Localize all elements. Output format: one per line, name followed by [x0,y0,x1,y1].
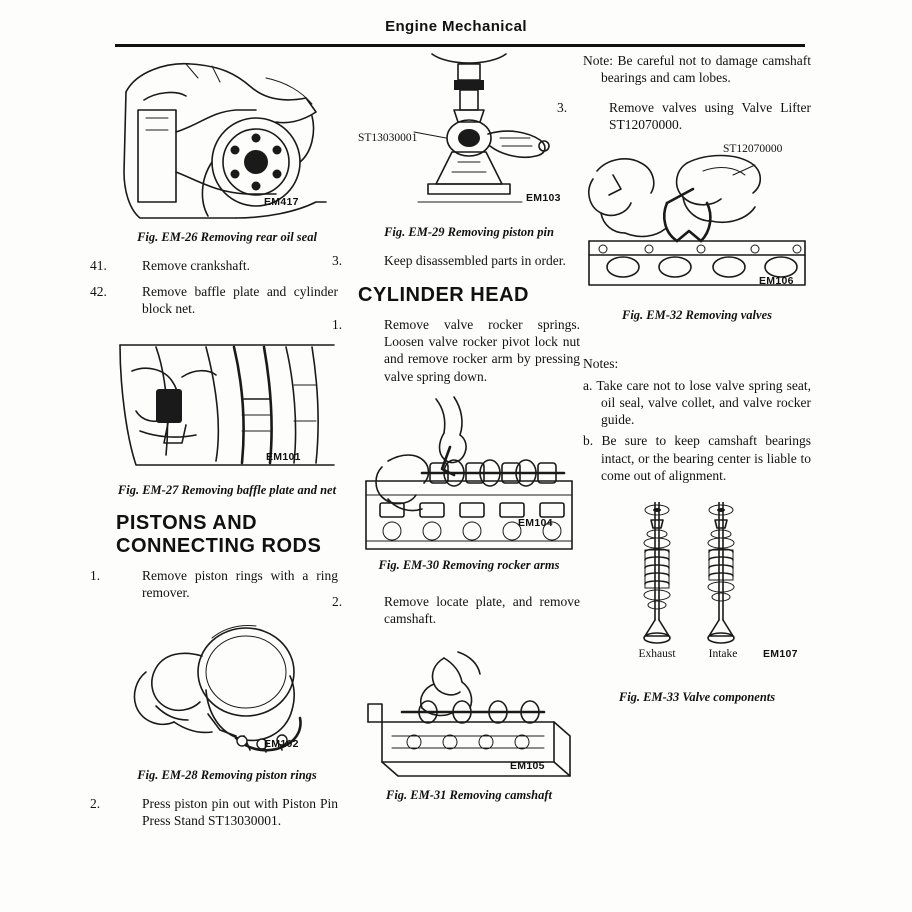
note-b-text: Be sure to keep camshaft bearings intact, or the bearing center is liable to come out of alignment. [601,433,812,483]
figure-em-32-tool-label: ST12070000 [723,143,783,156]
pistons-step-3-number: 3. [332,253,343,269]
cylhead-step-3-text: Remove valves using Valve Lifter ST12070000. [609,99,811,132]
figure-em-26-drawing [116,52,338,227]
figure-em-29-caption: Fig. EM-29 Removing piston pin [384,225,554,239]
figure-em-32-drawing [583,145,811,295]
notes-title: Notes: [583,356,619,372]
cylhead-step-2 [332,593,580,628]
figure-em-27-caption: Fig. EM-27 Removing baffle plate and net [117,483,337,498]
figure-em-33 [583,502,811,687]
figure-em-33-code: EM107 [763,648,798,661]
step-41 [90,257,338,274]
step-41-number: 41. [90,258,107,274]
column-center [332,52,580,815]
note-camshaft [583,52,811,87]
note-text: Be careful not to damage camshaft bearings and cam lobes. [601,53,811,86]
pistons-step-1 [90,567,338,602]
cylhead-step-1-number: 1. [332,316,343,332]
header-rule [115,44,805,47]
figure-em-27-code: EM101 [266,451,301,464]
step-42 [90,283,338,318]
figure-em-31-code: EM105 [510,759,545,772]
figure-em-31 [358,650,580,785]
page-header: Engine Mechanical [385,18,527,35]
figure-em-33-label-intake: Intake [708,648,738,661]
figure-em-26-caption: Fig. EM-26 Removing rear oil seal [137,230,317,244]
column-left [90,52,338,837]
note-b [583,432,811,484]
column-right [557,52,812,717]
step-42-number: 42. [90,283,107,299]
note-a-marker: a. [583,377,593,393]
pistons-step-2-number: 2. [90,795,101,811]
figure-em-30-caption: Fig. EM-30 Removing rocker arms [378,557,560,572]
cylhead-step-1-text: Remove valve rocker springs. Loosen valve rocker pivot lock nut and remove rocker arm by pressing valve spring down. [384,316,580,384]
figure-em-31-caption: Fig. EM-31 Removing camshaft [386,787,552,802]
note-b-marker: b. [583,433,594,449]
pistons-step-1-text: Remove piston rings with a ring remover. [142,568,338,601]
figure-em-32-caption: Fig. EM-32 Removing valves [622,308,772,323]
figure-em-29 [358,52,580,222]
cylhead-step-2-number: 2. [332,594,343,610]
figure-em-29-tool-label: ST13030001 [358,132,418,144]
pistons-step-2 [90,795,338,830]
pistons-step-3 [332,252,580,269]
section-title-cylinder-head: CYLINDER HEAD [358,283,529,306]
pistons-step-2-text: Press piston pin out with Piston Pin Press Stand ST13030001. [142,795,338,829]
section-title-pistons: PISTONS AND CONNECTING RODS [116,512,322,557]
figure-em-30 [358,395,580,555]
figure-em-33-label-exhaust: Exhaust [638,648,676,661]
figure-em-26 [116,52,338,227]
pistons-step-1-number: 1. [90,568,101,584]
step-42-text: Remove baffle plate and cylinder block net. [142,283,338,316]
figure-em-30-drawing [358,395,580,555]
figure-em-28-caption: Fig. EM-28 Removing piston rings [137,767,317,782]
note-a [583,377,811,429]
figure-em-31-drawing [358,650,580,785]
note-label: Note: [583,53,613,68]
note-a-text: Take care not to lose valve spring seat, oil seal, valve collet, and valve rocker guide. [596,377,811,428]
figure-em-28-code: EM102 [264,737,299,750]
figure-em-30-code: EM104 [518,516,553,529]
figure-em-26-code: EM417 [264,196,299,208]
figure-em-32 [583,145,811,305]
figure-em-32-code: EM106 [759,275,794,288]
cylhead-step-3-number: 3. [557,99,568,115]
cylhead-step-1 [332,316,580,385]
figure-em-28 [116,610,338,765]
figure-em-33-caption: Fig. EM-33 Valve components [618,690,776,705]
pistons-step-3-text: Keep disassembled parts in order. [384,253,566,269]
figure-em-27-drawing [116,325,338,480]
figure-em-27 [116,325,338,480]
cylhead-step-3 [557,99,811,134]
figure-em-29-code: EM103 [526,192,561,204]
figure-em-28-drawing [116,610,338,765]
cylhead-step-2-text: Remove locate plate, and remove camshaft. [384,594,580,627]
step-41-text: Remove crankshaft. [142,258,250,274]
